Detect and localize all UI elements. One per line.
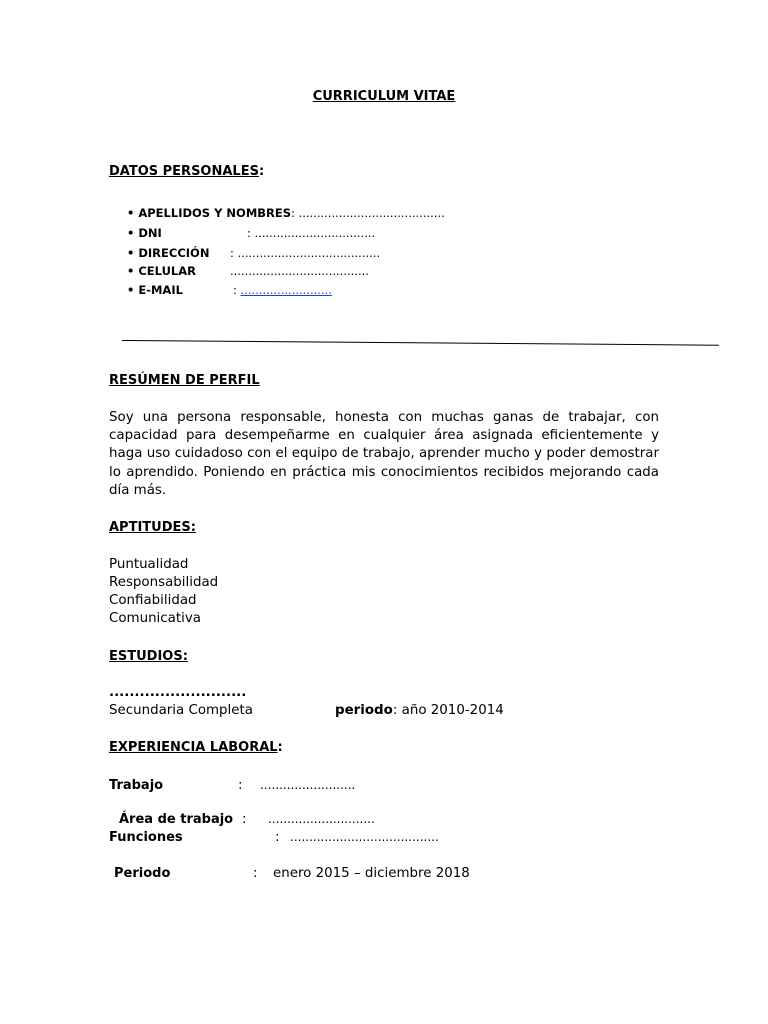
field-value: ....................................... (237, 246, 381, 260)
skill-item: Puntualidad (109, 557, 189, 572)
field-value: ................................. (254, 226, 376, 240)
experience-area-separator: : (242, 812, 247, 827)
experience-heading: EXPERIENCIA LABORAL: (109, 740, 283, 755)
field-separator: : (233, 283, 241, 297)
personal-item-dni (127, 226, 375, 240)
field-label: • CELULAR (127, 264, 196, 278)
email-link[interactable]: ......................... (240, 283, 332, 297)
profile-heading: RESÚMEN DE PERFIL (109, 373, 260, 388)
experience-job-separator: : (238, 778, 243, 793)
studies-level: Secundaria Completa (109, 703, 253, 718)
experience-job-label: Trabajo (109, 778, 164, 793)
experience-period-value: enero 2015 – diciembre 2018 (273, 866, 470, 881)
personal-item-address (127, 246, 380, 260)
personal-item-phone (127, 264, 369, 278)
field-separator: : (230, 246, 238, 260)
skill-item: Responsabilidad (109, 575, 219, 590)
field-separator: : (247, 226, 255, 240)
field-label: • APELLIDOS Y NOMBRES (127, 206, 292, 220)
experience-functions-label: Funciones (109, 830, 183, 845)
experience-period-label: Periodo (114, 866, 171, 881)
personal-data-heading: DATOS PERSONALES: (109, 164, 265, 179)
studies-period: periodo: año 2010-2014 (335, 703, 504, 718)
skill-item: Confiabilidad (109, 593, 197, 608)
experience-job-value: ......................... (260, 778, 356, 792)
document-title: CURRICULUM VITAE (312, 89, 456, 104)
experience-period-separator: : (253, 866, 258, 881)
section-divider-line (122, 340, 719, 346)
personal-item-email (127, 283, 332, 297)
field-label: • E-MAIL (127, 283, 183, 297)
field-label: • DNI (127, 226, 162, 240)
experience-functions-separator: : (275, 830, 280, 845)
profile-paragraph: Soy una persona responsable, honesta con muchas ganas de trabajar, con capacidad para desempeñarme en cualquier área asignada eficientemente y haga uso cuidadoso con el equipo de trabajo, aprender mucho y poder demostrar lo aprendido. Poniendo en práctica mis conocimientos recibidos mejorando cada día más. (109, 410, 659, 498)
experience-area-label: Área de trabajo (119, 812, 234, 827)
skills-heading: APTITUDES: (109, 520, 196, 535)
field-separator: : (291, 206, 299, 220)
studies-heading: ESTUDIOS: (109, 649, 188, 664)
experience-functions-value: ....................................... (290, 830, 439, 844)
skill-item: Comunicativa (109, 611, 201, 626)
experience-area-value: ............................ (268, 812, 375, 826)
field-label: • DIRECCIÓN (127, 246, 210, 260)
field-value: ........................................ (298, 206, 445, 220)
field-value: ...................................... (230, 264, 369, 278)
studies-institution: ........................... (109, 685, 247, 700)
personal-item-names (127, 206, 445, 220)
